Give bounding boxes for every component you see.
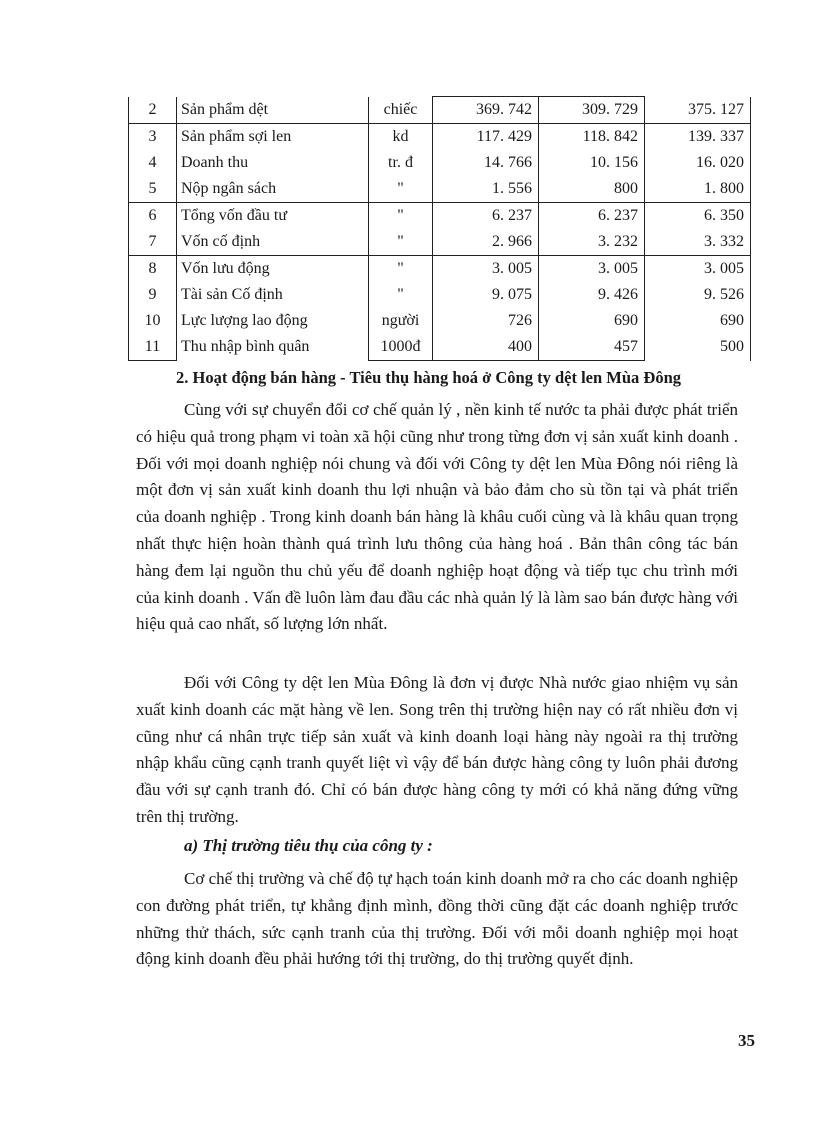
row-unit: 1000đ	[369, 334, 433, 361]
row-value-2: 457	[539, 334, 645, 361]
row-value-1: 117. 429	[433, 124, 539, 151]
row-number: 6	[129, 203, 177, 230]
row-value-2: 6. 237	[539, 203, 645, 230]
row-number: 11	[129, 334, 177, 361]
table-row	[129, 229, 751, 256]
row-number: 8	[129, 256, 177, 283]
row-indicator: Thu nhập bình quân	[181, 338, 310, 356]
table-row	[129, 308, 751, 334]
row-number: 3	[129, 124, 177, 151]
row-indicator: Tổng vốn đầu tư	[177, 203, 369, 230]
sub-heading: a) Thị trường tiêu thụ của công ty :	[184, 836, 433, 855]
table-row	[129, 203, 751, 230]
row-number: 4	[129, 150, 177, 176]
paragraph-2: Đối với Công ty dệt len Mùa Đông là đơn vị được Nhà nước giao nhiệm vụ sản xuất kinh doanh các mặt hàng về len. Song trên thị trường hiện nay có rất nhiều đơn vị cũng như cá nhân trực tiếp sản xuất và kinh doanh loại hàng này ngoài ra thị trường nhập khẩu cũng cạnh tranh quyết liệt vì vậy để bán được hàng công ty luôn phải đương đầu với sự cạnh tranh đó. Chỉ có bán được hàng công ty mới có khả năng đứng vững trên thị trường.	[136, 673, 738, 826]
row-value-1: 6. 237	[433, 203, 539, 230]
row-value-3: 3. 332	[645, 229, 751, 256]
table-row	[129, 124, 751, 151]
row-number: 5	[129, 176, 177, 203]
row-indicator: Sản phẩm sợi len	[177, 124, 369, 151]
row-number: 2	[129, 97, 177, 124]
row-value-1: 400	[433, 334, 539, 361]
statistics-table	[128, 96, 751, 361]
row-indicator: Lực lượng lao động	[181, 312, 308, 329]
row-value-2: 690	[539, 308, 645, 334]
page-number: 35	[738, 1031, 755, 1050]
row-value-1: 1. 556	[433, 176, 539, 203]
paragraph-1: Cùng với sự chuyển đổi cơ chế quản lý , nền kinh tế nước ta phải được phát triển có hiệu quả trong phạm vi toàn xã hội cũng như trong từng đơn vị sản xuất kinh doanh . Đối với mọi doanh nghiệp nói chung và đối với Công ty dệt len Mùa Đông nói riêng là một đơn vị sản xuất kinh doanh thu lợi nhuận và bảo đảm cho sù tồn tại và phát triển của doanh nghiệp . Trong kinh doanh bán hàng là khâu cuối cùng và là khâu quan trọng nhất thực hiện hoàn thành quá trình lưu thông của hàng hoá . Bản thân công tác bán hàng đem lại nguồn thu chủ yếu để doanh nghiệp hoạt động và tiếp tục chu trình mới của kinh doanh . Vấn đề luôn làm đau đầu các nhà quản lý là làm sao bán được hàng với hiệu quả cao nhất, số lượng lớn nhất.	[136, 400, 738, 634]
row-indicator: Doanh thu	[181, 154, 249, 171]
row-value-2: 9. 426	[539, 282, 645, 308]
row-value-1: 9. 075	[433, 282, 539, 308]
row-value-1: 14. 766	[433, 150, 539, 176]
row-value-2: 118. 842	[539, 124, 645, 151]
row-number: 9	[129, 282, 177, 308]
row-indicator: Tài sản Cố định	[181, 286, 283, 303]
row-unit: kd	[369, 124, 433, 151]
row-value-3: 375. 127	[645, 97, 751, 124]
row-value-3: 1. 800	[645, 176, 751, 203]
row-unit: "	[369, 229, 433, 256]
row-unit: "	[369, 256, 433, 283]
row-value-3: 9. 526	[645, 282, 751, 308]
row-value-2: 3. 232	[539, 229, 645, 256]
row-value-1: 2. 966	[433, 229, 539, 256]
table-row	[129, 97, 751, 124]
row-value-2: 309. 729	[539, 97, 645, 124]
row-value-3: 139. 337	[645, 124, 751, 151]
row-value-3: 6. 350	[645, 203, 751, 230]
row-indicator: Sản phẩm dệt	[181, 100, 269, 118]
row-value-1: 3. 005	[433, 256, 539, 283]
row-value-1: 726	[433, 308, 539, 334]
table-row	[129, 334, 751, 361]
section-heading: 2. Hoạt động bán hàng - Tiêu thụ hàng hoá ở Công ty dệt len Mùa Đông	[176, 368, 682, 387]
row-unit: "	[369, 282, 433, 308]
row-unit: tr. đ	[369, 150, 433, 176]
row-value-2: 800	[539, 176, 645, 203]
row-unit: "	[369, 176, 433, 203]
row-value-2: 10. 156	[539, 150, 645, 176]
paragraph-3: Cơ chế thị trường và chế độ tự hạch toán kinh doanh mở ra cho các doanh nghiệp con đường phát triển, tự khẳng định mình, đồng thời cũng đặt các doanh nghiệp trước những thử thách, sức cạnh tranh của thị trường. Đối với mỗi doanh nghiệp mọi hoạt động kinh doanh đều phải hướng tới thị trường, do thị trường quyết định.	[136, 869, 738, 969]
row-unit: chiếc	[369, 97, 433, 124]
row-number: 7	[129, 229, 177, 256]
table-row	[129, 176, 751, 203]
row-value-3: 3. 005	[645, 256, 751, 283]
row-value-3: 690	[645, 308, 751, 334]
row-unit: người	[369, 308, 433, 334]
row-indicator: Vốn lưu động	[177, 256, 369, 283]
table-row	[129, 256, 751, 283]
table-row	[129, 282, 751, 308]
row-value-2: 3. 005	[539, 256, 645, 283]
row-value-3: 500	[645, 334, 751, 361]
row-unit: "	[369, 203, 433, 230]
row-value-1: 369. 742	[433, 97, 539, 124]
row-number: 10	[129, 308, 177, 334]
table-row	[129, 150, 751, 176]
row-indicator: Vốn cố định	[181, 233, 261, 250]
row-indicator: Nộp ngân sách	[181, 180, 277, 197]
row-value-3: 16. 020	[645, 150, 751, 176]
